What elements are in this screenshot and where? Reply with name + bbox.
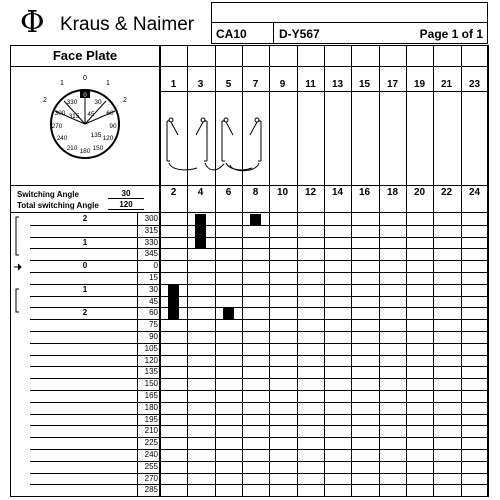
terminal-top: 19 [413,79,426,90]
terminal-top: 1 [170,79,177,90]
row-position: 1 [82,237,88,247]
row-angle: 150 [144,379,158,389]
row-position: 1 [82,284,88,294]
terminal-bottom: 6 [225,187,232,198]
page-indicator: Page 1 of 1 [419,27,483,41]
row-line [30,461,488,462]
closed-contact-mark [168,285,179,297]
row-angle: 180 [144,402,158,412]
row-angle: 240 [144,450,158,459]
row-angle: 285 [144,485,158,495]
row-line [30,378,488,379]
row-angle: 315 [144,225,158,235]
svg-text:270: 270 [51,123,63,130]
column-line [433,45,434,497]
row-angle: 255 [144,461,158,471]
column-line [324,45,325,497]
terminal-top: 23 [468,79,481,90]
terminal-bottom: 24 [468,187,481,198]
terminal-bottom: 4 [197,187,204,198]
terminal-top: 7 [252,79,259,90]
svg-text:180: 180 [79,148,91,155]
svg-text:2: 2 [123,97,127,104]
column-line [379,45,380,497]
row-angle: 45 [149,296,158,306]
row-angle: 225 [144,438,158,448]
row-line [30,484,488,485]
row-angle: 30 [149,284,158,294]
terminal-top: 21 [440,79,453,90]
row-position: 2 [82,214,88,223]
row-angle: 270 [144,473,158,483]
svg-text:300: 300 [54,110,66,117]
svg-text:120: 120 [102,135,114,142]
total-angle-label: Total switching Angle [17,201,99,210]
closed-contact-mark [250,214,261,226]
column-line [461,45,462,497]
terminal-top: 3 [197,79,204,90]
svg-text:210: 210 [66,145,78,152]
drawing-number: D-Y567 [279,27,320,41]
terminal-bottom: 2 [170,187,177,198]
row-angle: 330 [144,237,158,247]
closed-contact-mark [195,214,206,226]
terminal-bottom: 12 [304,187,317,198]
row-line [30,343,488,344]
row-angle: 345 [144,249,158,259]
terminal-bottom: 20 [413,187,426,198]
svg-text:2: 2 [43,97,47,104]
row-line [30,355,488,356]
terminal-top: 17 [386,79,399,90]
terminal-bottom: 10 [276,187,289,198]
row-line [30,248,488,249]
row-line [30,414,488,415]
model-number: CA10 [216,27,247,41]
row-angle: 75 [149,320,158,330]
row-angle: 120 [144,355,158,365]
svg-text:315: 315 [68,113,80,120]
column-line [215,45,216,497]
closed-contact-mark [195,238,206,250]
terminal-bottom: 18 [386,187,399,198]
row-angle: 15 [149,273,158,282]
row-line [30,272,488,273]
row-angle: 135 [144,367,158,377]
terminal-top: 9 [279,79,286,90]
terminal-bottom: 14 [331,187,344,198]
column-line [160,45,161,497]
column-line [406,45,407,497]
terminal-top: 15 [358,79,371,90]
logo-phi: Φ [20,5,45,40]
closed-contact-mark [168,308,179,320]
svg-text:1: 1 [106,80,110,87]
switching-angle-label: Switching Angle [17,190,79,199]
column-line [187,45,188,497]
row-line [30,366,488,367]
row-angle: 195 [144,414,158,424]
svg-text:330: 330 [66,99,78,106]
column-line [351,45,352,497]
closed-contact-mark [223,308,234,320]
row-angle: 60 [149,308,158,318]
row-line [30,473,488,474]
dial-diagram [10,66,160,185]
terminal-bottom: 16 [358,187,371,198]
row-line [30,449,488,450]
row-angle: 90 [149,332,158,341]
svg-text:60: 60 [106,110,114,117]
terminal-bottom: 22 [440,187,453,198]
column-line [297,45,298,497]
svg-text:240: 240 [56,135,68,142]
closed-contact-mark [195,226,206,238]
closed-contact-mark [168,297,179,309]
svg-text:90: 90 [109,123,117,130]
row-line [30,390,488,391]
row-line [30,425,488,426]
row-angle: 105 [144,343,158,353]
dial-zero: 0 [83,93,87,99]
row-angle: 300 [144,214,158,223]
row-angle: 210 [144,426,158,436]
terminal-top: 11 [305,79,316,90]
row-line [30,319,488,320]
row-angle: 0 [153,261,158,271]
column-line [269,45,270,497]
row-angle: 165 [144,391,158,400]
column-line [488,45,489,497]
row-line [30,296,488,297]
terminal-top: 5 [225,79,232,90]
row-line [30,402,488,403]
terminal-bottom: 8 [252,187,259,198]
svg-text:150: 150 [92,145,104,152]
row-line [30,331,488,332]
column-line [242,45,243,497]
total-angle-value: 120 [108,200,144,210]
svg-text:1: 1 [60,80,64,87]
svg-text:0: 0 [83,75,87,82]
row-line [30,437,488,438]
svg-text:30: 30 [94,99,102,106]
svg-text:135: 135 [90,132,102,139]
row-position: 2 [82,308,88,318]
company-name: Kraus & Naimer [60,14,195,35]
svg-text:45: 45 [87,111,95,118]
face-plate-title: Face Plate [52,48,118,63]
position-brackets [10,212,40,322]
terminal-top: 13 [331,79,344,90]
switching-angle-value: 30 [108,189,144,199]
row-line [30,496,488,497]
row-position: 0 [82,261,88,271]
